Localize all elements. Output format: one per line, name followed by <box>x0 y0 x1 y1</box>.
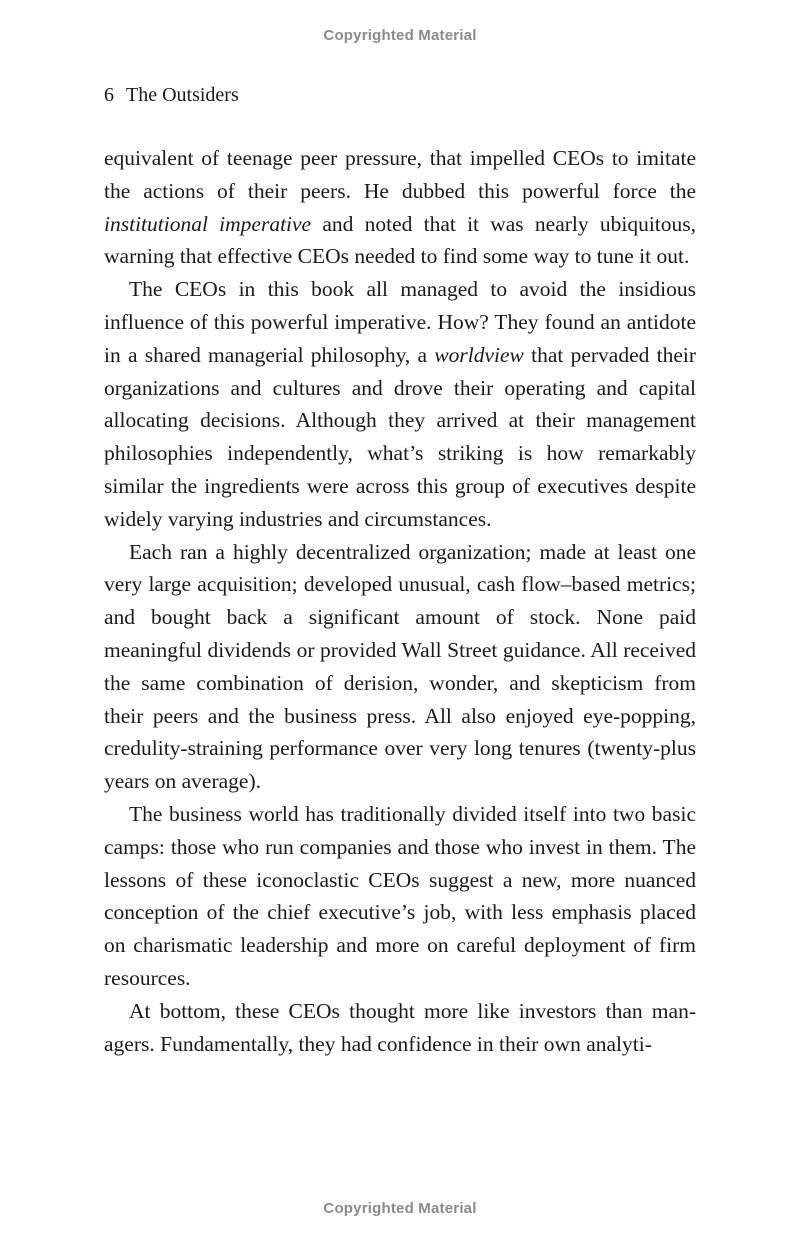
running-head <box>104 84 239 107</box>
paragraph-2-text-a: The CEOs in this book all managed to avoid the insidious influence of this powerful imperative. How? They found an antidote in a shared managerial philosophy, a <box>104 277 696 367</box>
body-text <box>104 142 696 1060</box>
paragraph-1-text-b: and noted that it was nearly ubiquitous, warning that effective CEOs needed to find some way to tune it out. <box>104 211 697 269</box>
paragraph-2 <box>104 273 696 535</box>
paragraph-1-text-a: equivalent of teenage peer pressure, that impelled CEOs to imitate the actions of their peers. He dubbed this powerful force the <box>104 146 696 203</box>
paragraph-5: At bottom, these CEOs thought more like investors than managers. Fundamentally, they had confidence in their own analyti- <box>104 998 696 1056</box>
book-title: The Outsiders <box>126 84 239 106</box>
page-number: 6 <box>104 84 114 106</box>
copyright-watermark-top: Copyrighted Material <box>323 27 477 44</box>
paragraph-2-text-b: that pervaded their organizations and cultures and drove their operating and capital allocating decisions. Although they arrived at their management philosophies independently, what’s striking is how remarkably similar the ingredients were across this group of executives despite widely varying industries and circumstances. <box>104 342 696 531</box>
paragraph-4: The business world has traditionally divided itself into two basic camps: those who run companies and those who invest in them. The lessons of these iconoclastic CEOs suggest a new, more nuanced conception of the chief executive’s job, with less emphasis placed on charismatic leadership and more on careful deployment of firm resources. <box>104 801 696 990</box>
paragraph-2-emphasis: worldview <box>434 342 524 367</box>
paragraph-3: Each ran a highly decentralized organization; made at least one very large acquisition; developed unusual, cash flow–based metrics; and bought back a significant amount of stock. None paid meaningful dividends or provided Wall Street guidance. All received the same combination of derision, wonder, and skepticism from their peers and the business press. All also enjoyed eye-popping, credulity-straining performance over very long tenures (twenty-plus years on average). <box>104 539 696 794</box>
paragraph-1-emphasis: institutional imperative <box>104 211 312 236</box>
copyright-watermark-bottom: Copyrighted Material <box>323 1200 477 1217</box>
paragraph-1 <box>104 142 696 273</box>
